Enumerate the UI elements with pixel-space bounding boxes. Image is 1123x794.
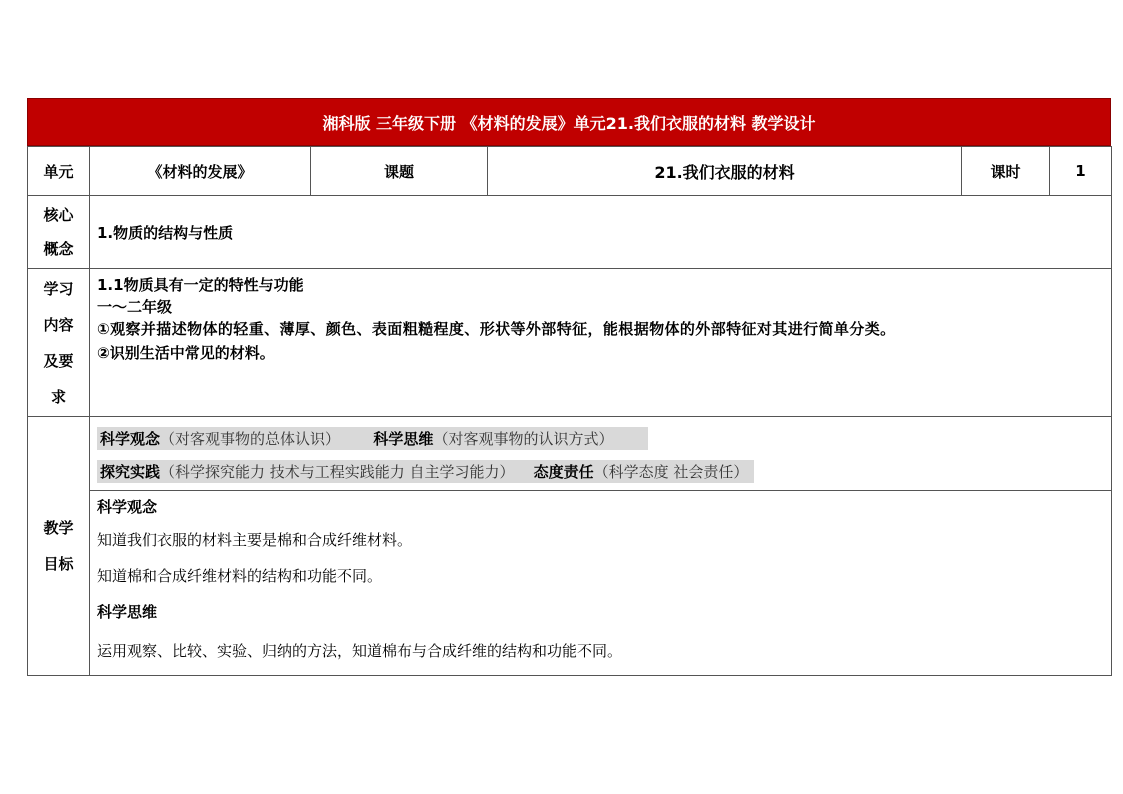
- summary-desc: （对客观事物的认识方式）: [433, 429, 614, 448]
- summary-desc: （对客观事物的总体认识）: [160, 429, 341, 448]
- core-concept-content: 1.物质的结构与性质: [90, 196, 1112, 269]
- core-concept-label-line: 概念: [43, 240, 74, 258]
- document-title: 湘科版 三年级下册 《材料的发展》单元21.我们衣服的材料 教学设计: [27, 98, 1111, 146]
- core-concept-label-line: 核心: [43, 206, 74, 224]
- learning-label: [28, 269, 90, 417]
- objectives-line: 知道我们衣服的材料主要是棉和合成纤维材料。: [97, 531, 413, 549]
- learning-line: 一～二年级: [97, 298, 173, 316]
- header-row: [28, 147, 1112, 196]
- learning-label-line: 学习: [43, 279, 74, 298]
- objectives-heading: 科学观念: [97, 498, 158, 516]
- objectives-summary-row: [28, 417, 1112, 491]
- objectives-line: 知道棉和合成纤维材料的结构和功能不同。: [97, 567, 383, 585]
- objectives-summary-line: [97, 460, 1111, 483]
- objectives-detail-row: [28, 491, 1112, 676]
- objectives-summary-line: [97, 427, 1111, 450]
- unit-value: 《材料的发展》: [90, 147, 311, 196]
- objectives-line: 运用观察、比较、实验、归纳的方法，知道棉布与合成纤维的结构和功能不同。: [97, 642, 623, 660]
- learning-label-line: 及要: [43, 351, 74, 370]
- objectives-heading: 科学思维: [97, 603, 158, 621]
- unit-label: 单元: [28, 147, 90, 196]
- topic-label: 课题: [311, 147, 488, 196]
- summary-term: 态度责任: [533, 462, 594, 481]
- learning-label-line: 求: [50, 387, 66, 406]
- core-concept-row: [28, 196, 1112, 269]
- topic-value: 21.我们衣服的材料: [488, 147, 962, 196]
- objectives-label: [28, 417, 90, 676]
- objectives-summary-highlight: [97, 460, 754, 483]
- summary-desc: （科学探究能力 技术与工程实践能力 自主学习能力）: [160, 462, 515, 481]
- objectives-summary: [90, 417, 1112, 491]
- learning-line: ①观察并描述物体的轻重、薄厚、颜色、表面粗糙程度、形状等外部特征，能根据物体的外部特征对其进行简单分类。: [97, 320, 896, 338]
- lesson-plan-table: [27, 146, 1112, 676]
- learning-line: ②识别生活中常见的材料。: [97, 344, 275, 362]
- objectives-detail: [90, 491, 1112, 676]
- objectives-summary-highlight: [97, 427, 648, 450]
- summary-term: 探究实践: [100, 462, 161, 481]
- learning-content: [90, 269, 1112, 417]
- summary-term: 科学思维: [373, 429, 434, 448]
- summary-desc: （科学态度 社会责任）: [593, 462, 749, 481]
- summary-term: 科学观念: [100, 429, 161, 448]
- objectives-label-line: 目标: [43, 555, 74, 573]
- learning-row: [28, 269, 1112, 417]
- lesson-plan-document: [27, 98, 1111, 676]
- learning-label-line: 内容: [43, 315, 74, 334]
- objectives-label-line: 教学: [43, 519, 74, 537]
- period-value: 1: [1050, 147, 1112, 196]
- period-label: 课时: [962, 147, 1050, 196]
- learning-line: 1.1物质具有一定的特性与功能: [97, 276, 304, 294]
- core-concept-label: [28, 196, 90, 269]
